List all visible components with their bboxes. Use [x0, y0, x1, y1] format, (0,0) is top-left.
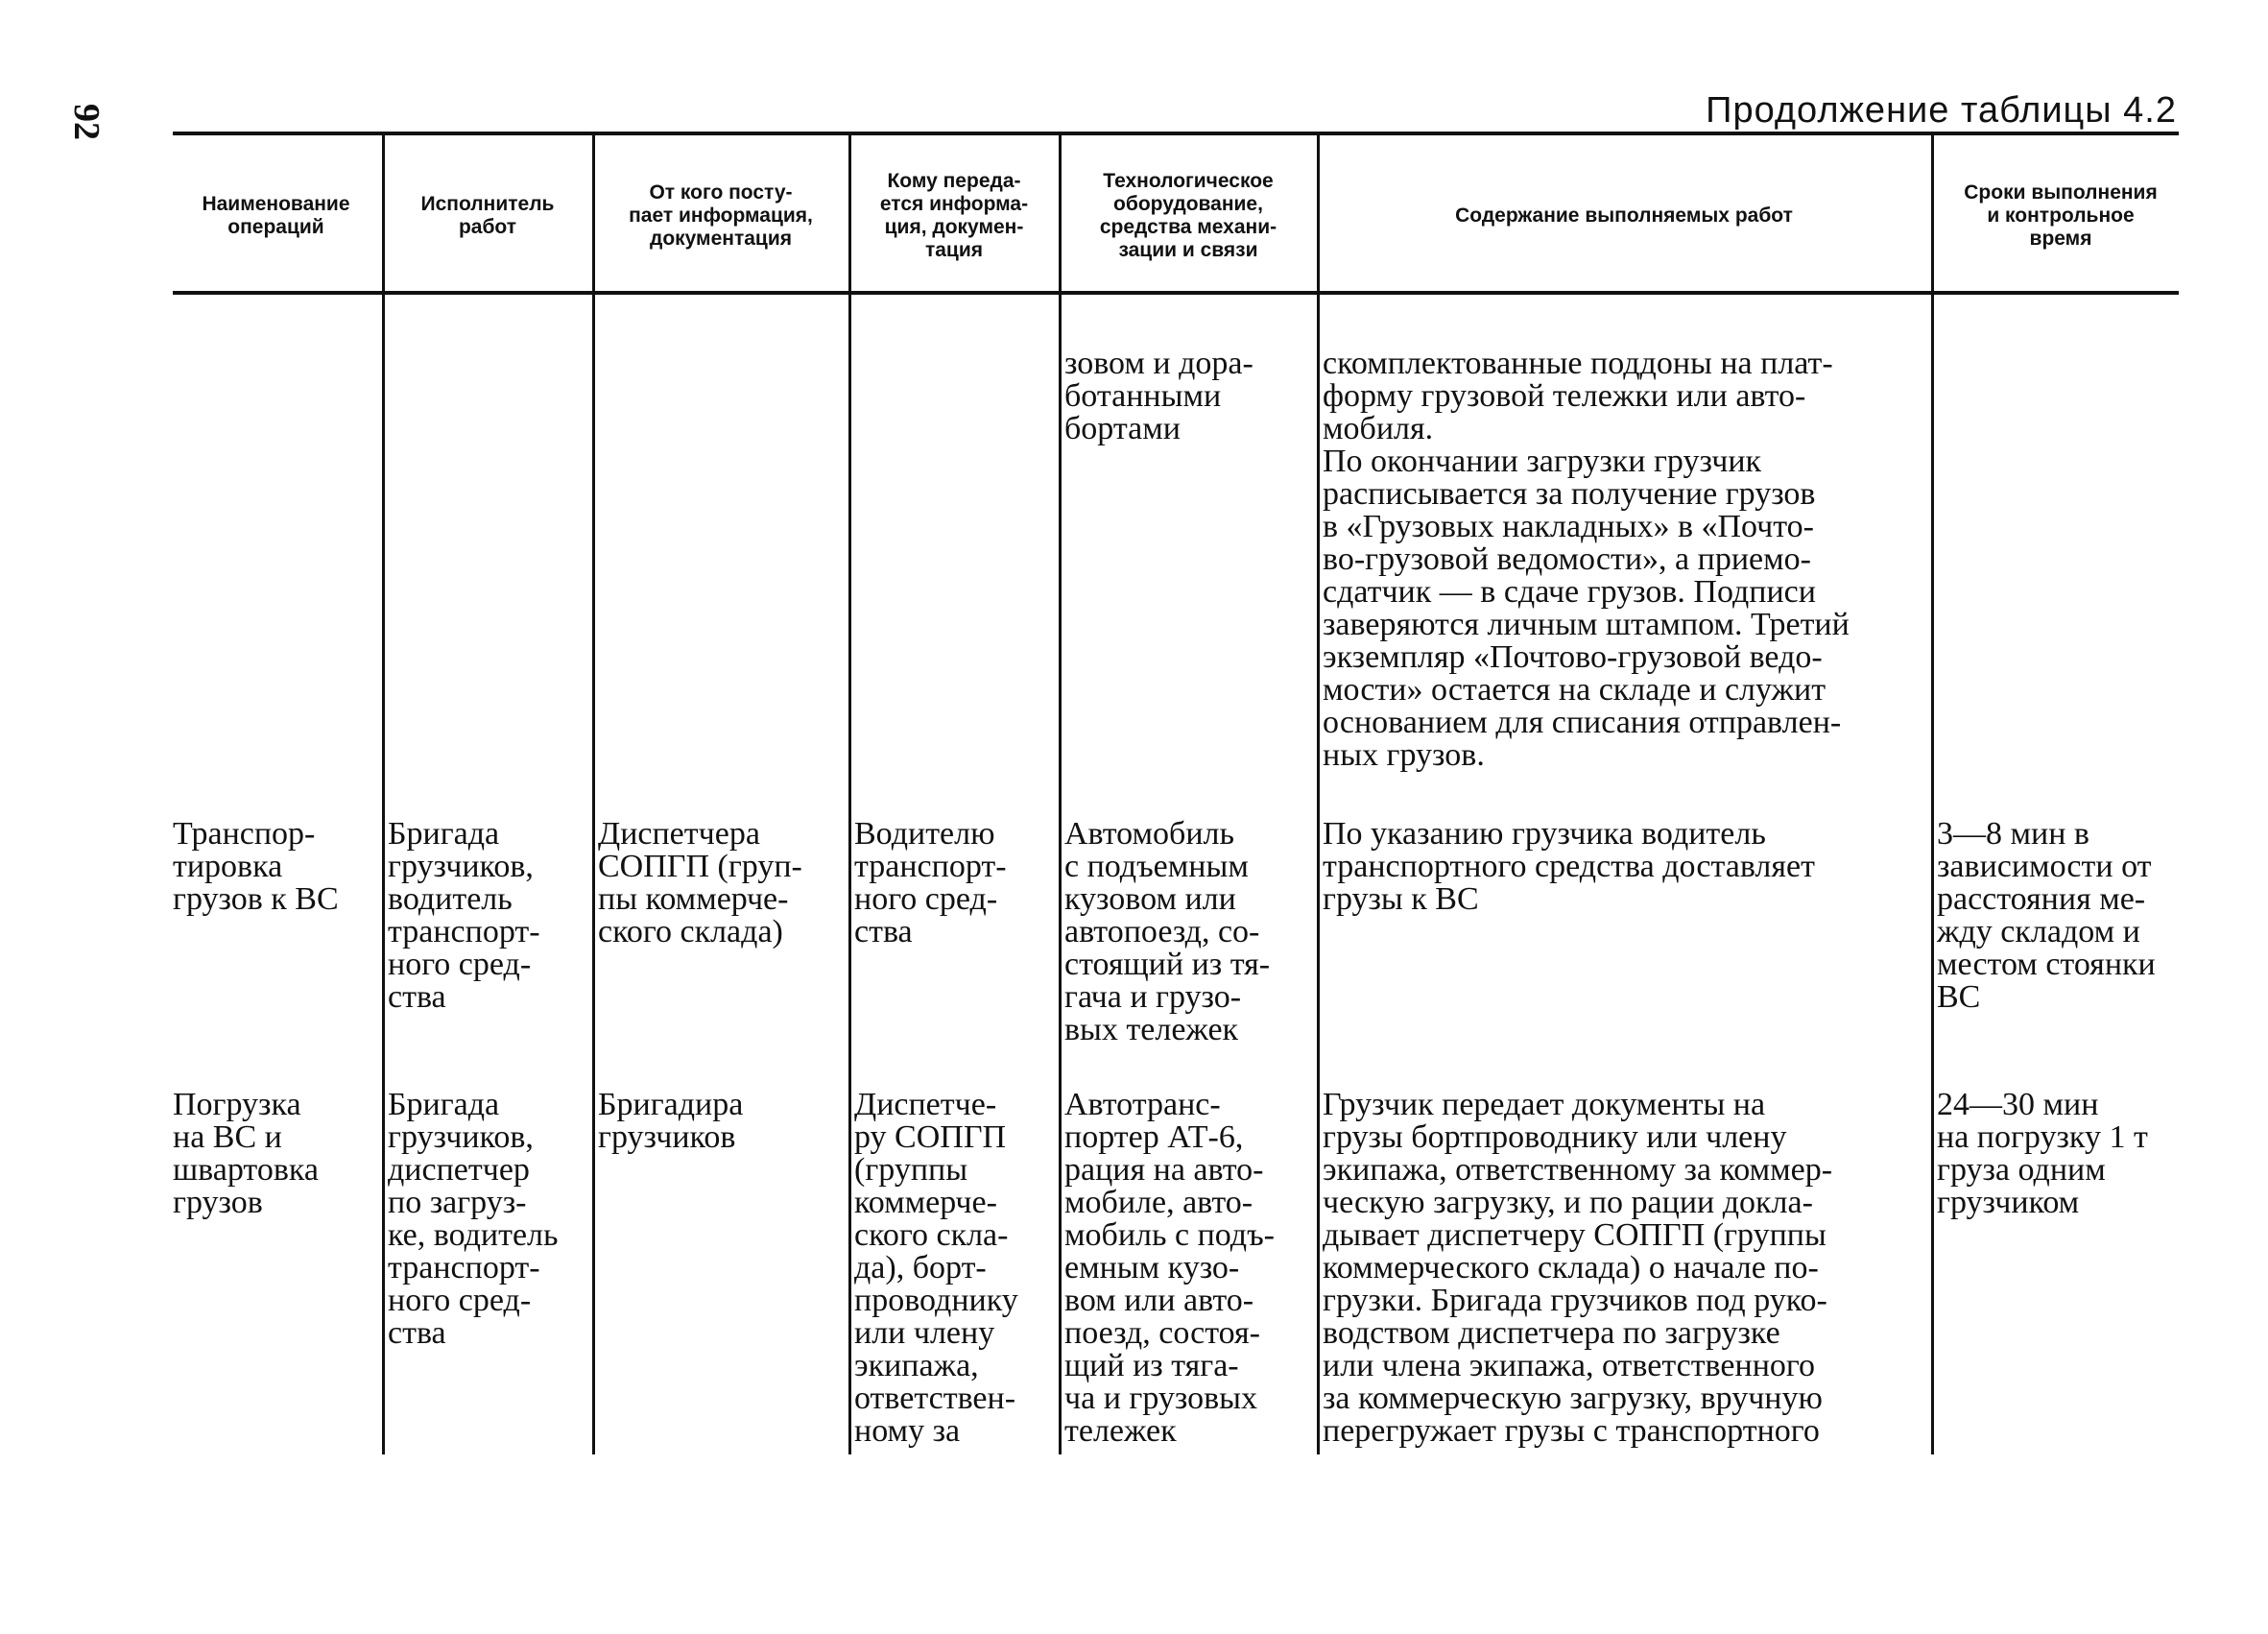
top-rule [173, 132, 2179, 135]
column-divider [1317, 134, 1320, 1454]
row-2-time: 3—8 мин в зависимости от расстояния ме- жду складом и местом стоянки ВС [1937, 816, 2156, 1015]
column-divider [592, 134, 595, 1454]
header-equipment: Технологическое оборудование, средства механи- зации и связи [1099, 170, 1277, 261]
header-from: От кого посту- пает информация, документация [629, 181, 813, 250]
row-3-to: Диспетче- ру СОПГП (группы коммерче- ского скла- да), борт- проводнику или члену экипажа, ответствен- ному за [854, 1087, 1018, 1449]
row-3-from: Бригадира грузчиков [598, 1087, 744, 1155]
row-2-to: Водителю транспорт- ного сред- ства [854, 816, 1007, 949]
row-2-content: По указанию грузчика водитель транспортного средства доставляет грузы к ВС [1323, 816, 1815, 917]
page-number: 92 [66, 104, 107, 140]
header-operation: Наименование операций [202, 193, 350, 238]
row-2-from: Диспетчера СОПГП (груп- пы коммерче- ского склада) [598, 816, 802, 949]
row-2-equipment: Автомобиль с подъемным кузовом или автопоезд, со- стоящий из тя- гача и грузо- вых тележек [1064, 816, 1271, 1047]
column-divider [1931, 134, 1934, 1454]
row-3-performer: Бригада грузчиков, диспетчер по загруз- ке, водитель транспорт- ного сред- ства [388, 1087, 559, 1351]
header-rule [173, 291, 2179, 295]
table-caption: Продолжение таблицы 4.2 [1706, 90, 2177, 131]
column-divider [1059, 134, 1062, 1454]
header-time: Сроки выполнения и контрольное время [1964, 181, 2158, 250]
column-divider [382, 134, 385, 1454]
header-to: Кому переда- ется информа- ция, докумен- тация [879, 170, 1029, 261]
header-performer: Исполнитель работ [420, 193, 555, 238]
row-1-content: скомплектованные поддоны на плат- форму грузовой тележки или авто- мобиля. По окончании загрузки грузчик расписывается за получение грузов в «Грузовых накладных» в «Почто- во-грузовой ведомости», а приемо- сдатчик — в сдаче грузов. Подписи заверяются личным штампом. Третий экземпляр «Почтово-грузовой ведо- мости» остается на складе и служит основанием для списания отправлен- ных грузов. [1323, 346, 1850, 773]
row-3-operation: Погрузка на ВС и швартовка грузов [173, 1087, 319, 1220]
row-3-content: Грузчик передает документы на грузы бортпроводнику или члену экипажа, ответственному за коммер- ческую загрузку, и по рации докла- дывает диспетчеру СОПГП (группы коммерческого склада) о начале по- грузки. Бригада грузчиков под руко- водством диспетчера по загрузке или члена экипажа, ответственного за коммерческую загрузку, вручную перегружает грузы с транспортного [1323, 1087, 1833, 1449]
row-2-operation: Транспор- тировка грузов к ВС [173, 816, 339, 917]
row-3-equipment: Автотранс- портер АТ-6, рация на авто- мобиле, авто- мобиль с подъ- емным кузо- вом или авто- поезд, состоя- щий из тяга- ча и грузовых тележек [1064, 1087, 1275, 1449]
column-divider [848, 134, 851, 1454]
row-2-performer: Бригада грузчиков, водитель транспорт- ного сред- ства [388, 816, 540, 1015]
row-3-time: 24—30 мин на погрузку 1 т груза одним грузчиком [1937, 1087, 2148, 1220]
row-1-equipment: зовом и дора- ботанными бортами [1064, 346, 1253, 446]
header-content: Содержание выполняемых работ [1455, 204, 1793, 227]
